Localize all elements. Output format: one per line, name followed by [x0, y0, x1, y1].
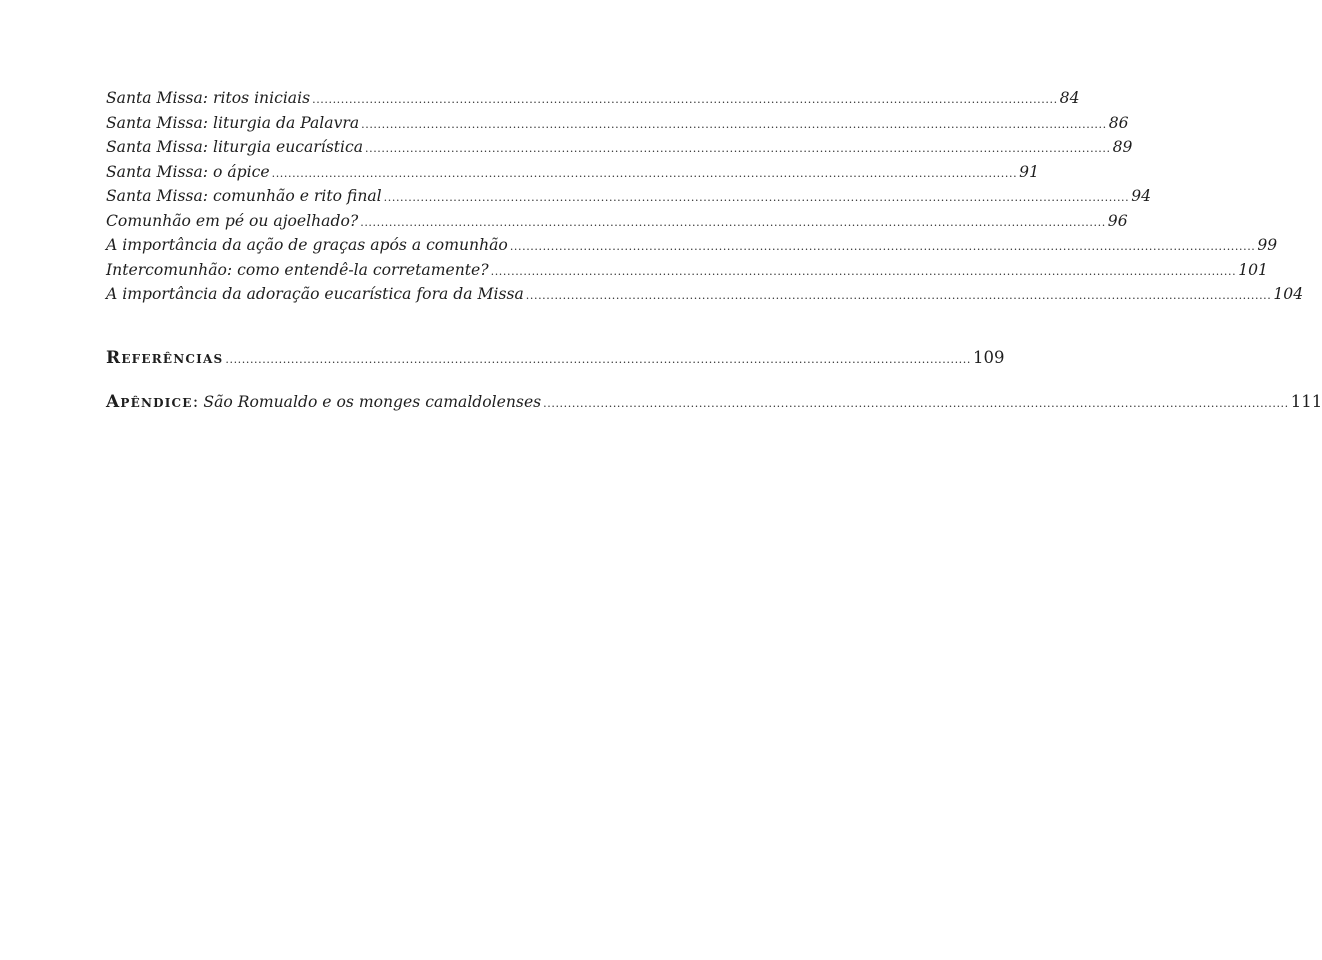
toc-entry-title: Santa Missa: liturgia eucarística [106, 138, 363, 156]
dot-leader [489, 260, 1239, 285]
toc-entry-title: Santa Missa: ritos iniciais [106, 89, 311, 107]
dot-leader [310, 88, 1060, 113]
dot-leader [541, 391, 1291, 417]
toc-entry[interactable] [106, 160, 1040, 185]
toc-entry-page: 84 [1059, 89, 1080, 107]
toc-entry-title: Intercomunhão: como entendê-la corretamente? [106, 260, 489, 279]
toc-entry-title: Santa Missa: comunhão e rito final [106, 187, 382, 205]
toc-entry-page: 99 [1257, 236, 1278, 254]
toc-entry[interactable] [106, 184, 1152, 209]
toc-entry-page: 86 [1108, 113, 1129, 132]
appendix-separator: : [192, 391, 199, 412]
dot-leader [223, 347, 973, 373]
toc-entry-title: Santa Missa: liturgia da Palavra [106, 113, 360, 132]
references-page: 109 [972, 347, 1005, 367]
toc-entry-title: Comunhão em pé ou ajoelhado? [106, 211, 359, 230]
toc-entry-page: 104 [1273, 285, 1304, 303]
toc-entry[interactable] [106, 86, 1080, 111]
dot-leader [524, 284, 1274, 309]
toc-entry-list [106, 86, 1304, 307]
toc-entry[interactable] [106, 282, 1304, 307]
dot-leader [382, 186, 1132, 211]
toc-entry-page: 89 [1112, 138, 1133, 156]
dot-leader [359, 113, 1109, 138]
toc-entry-page: 101 [1238, 260, 1268, 279]
dot-leader [358, 211, 1108, 236]
toc-entry-title: A importância da ação de graças após a comunhão [106, 236, 508, 254]
toc-entry[interactable] [106, 258, 1268, 283]
toc-entry-title: Santa Missa: o ápice [106, 162, 270, 181]
dot-leader [363, 137, 1113, 162]
toc-entry[interactable] [106, 233, 1278, 258]
toc-entry[interactable] [106, 135, 1133, 160]
toc-entry-title: A importância da adoração eucarística fora da Missa [106, 285, 524, 303]
appendix-title: Apêndice [106, 391, 193, 412]
toc-entry-page: 91 [1019, 162, 1040, 181]
dot-leader [508, 235, 1258, 260]
toc-entry-page: 94 [1131, 187, 1152, 205]
toc-entry-page: 96 [1107, 211, 1128, 230]
table-of-contents [106, 86, 1322, 417]
dot-leader [270, 162, 1020, 187]
appendix-page: 111 [1290, 391, 1322, 411]
appendix-subtitle: São Romualdo e os monges camaldolenses [203, 392, 542, 411]
toc-section-references[interactable] [106, 345, 1005, 373]
toc-section-appendix[interactable] [106, 389, 1322, 417]
references-title: Referências [106, 347, 224, 368]
toc-entry[interactable] [106, 209, 1128, 234]
toc-entry[interactable] [106, 111, 1129, 136]
